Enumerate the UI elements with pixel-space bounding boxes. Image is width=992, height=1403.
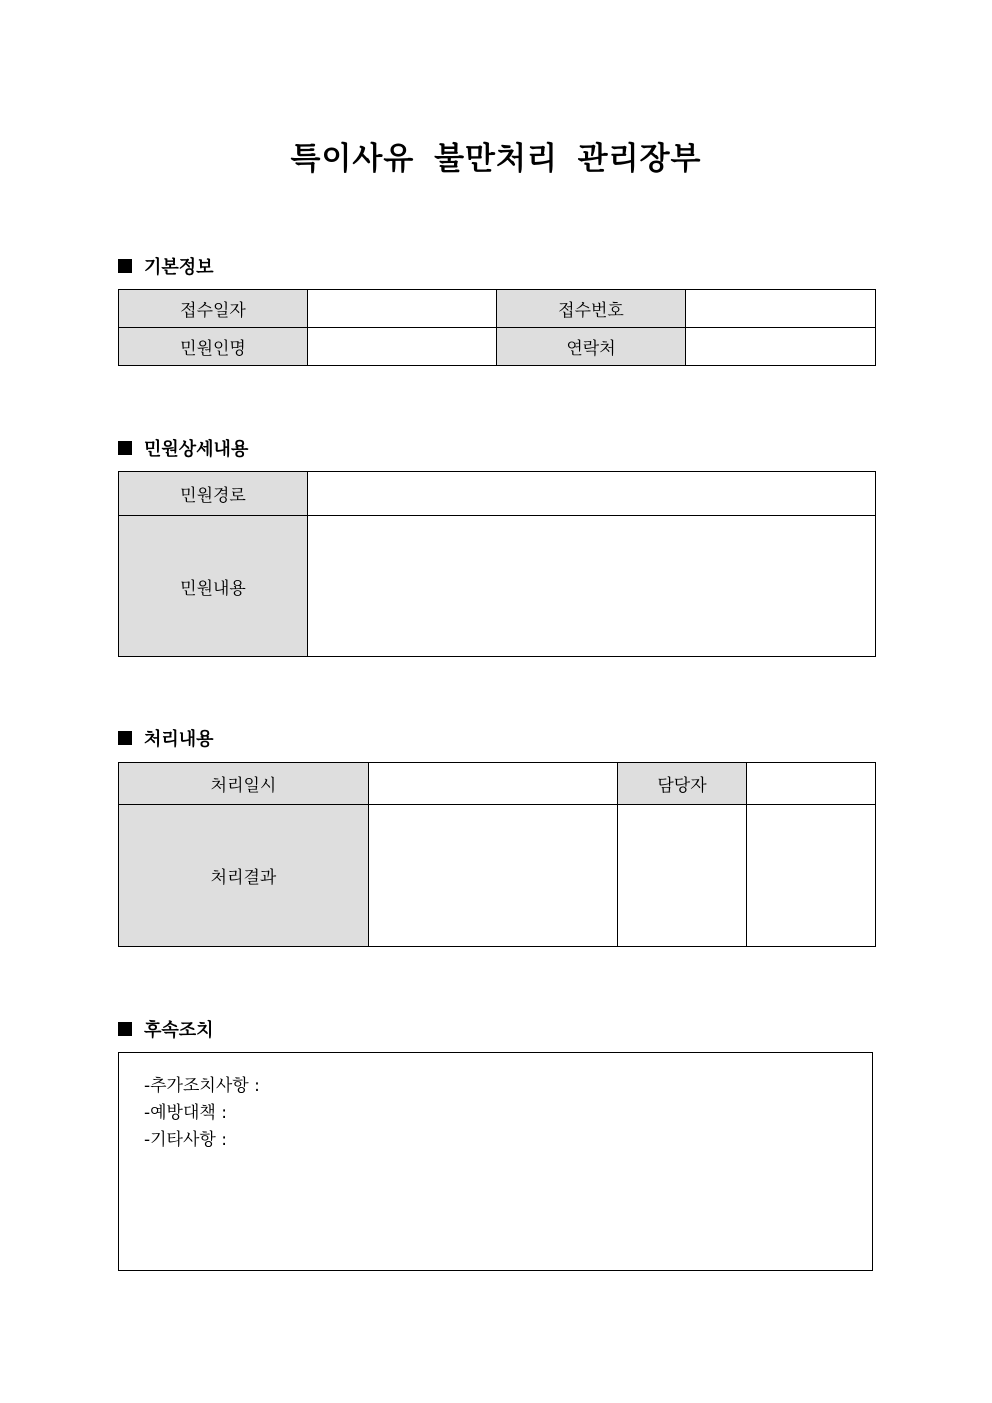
section-heading-followup: [118, 1016, 214, 1042]
section-heading-basic-label: 기본정보: [144, 257, 214, 278]
square-bullet-icon: [118, 441, 132, 455]
processing-result-label: 처리결과: [119, 805, 369, 947]
section-heading-processing: [118, 725, 214, 751]
section-heading-detail: [118, 435, 248, 461]
complainant-name-label: 민원인명: [119, 328, 308, 366]
receipt-number-label: 접수번호: [497, 290, 686, 328]
processing-result-cell-3[interactable]: [747, 805, 876, 947]
followup-box[interactable]: [118, 1052, 873, 1271]
complaint-route-field[interactable]: [308, 472, 876, 516]
contact-field[interactable]: [686, 328, 876, 366]
receipt-number-field[interactable]: [686, 290, 876, 328]
contact-label: 연락처: [497, 328, 686, 366]
processing-datetime-field[interactable]: [369, 763, 618, 805]
receipt-date-field[interactable]: [308, 290, 497, 328]
manager-field[interactable]: [747, 763, 876, 805]
receipt-date-label: 접수일자: [119, 290, 308, 328]
complaint-detail-table: [118, 471, 876, 657]
processing-table: [118, 762, 876, 947]
manager-label: 담당자: [618, 763, 747, 805]
page-title: 특이사유 불만처리 관리장부: [290, 141, 702, 177]
section-heading-detail-label: 민원상세내용: [144, 439, 249, 460]
followup-additional-action-line: -추가조치사항 :: [144, 1076, 260, 1096]
section-heading-processing-label: 처리내용: [144, 729, 214, 750]
square-bullet-icon: [118, 1022, 132, 1036]
processing-result-field[interactable]: [369, 805, 618, 947]
complainant-name-field[interactable]: [308, 328, 497, 366]
basic-info-table: [118, 289, 876, 366]
section-heading-basic: [118, 253, 214, 279]
processing-datetime-label: 처리일시: [119, 763, 369, 805]
complaint-content-field[interactable]: [308, 516, 876, 657]
section-heading-followup-label: 후속조치: [144, 1020, 214, 1041]
followup-other-line: -기타사항 :: [144, 1130, 227, 1150]
complaint-content-label: 민원내용: [119, 516, 308, 657]
square-bullet-icon: [118, 731, 132, 745]
complaint-route-label: 민원경로: [119, 472, 308, 516]
followup-prevention-line: -예방대책 :: [144, 1103, 227, 1123]
processing-result-cell-2[interactable]: [618, 805, 747, 947]
square-bullet-icon: [118, 259, 132, 273]
